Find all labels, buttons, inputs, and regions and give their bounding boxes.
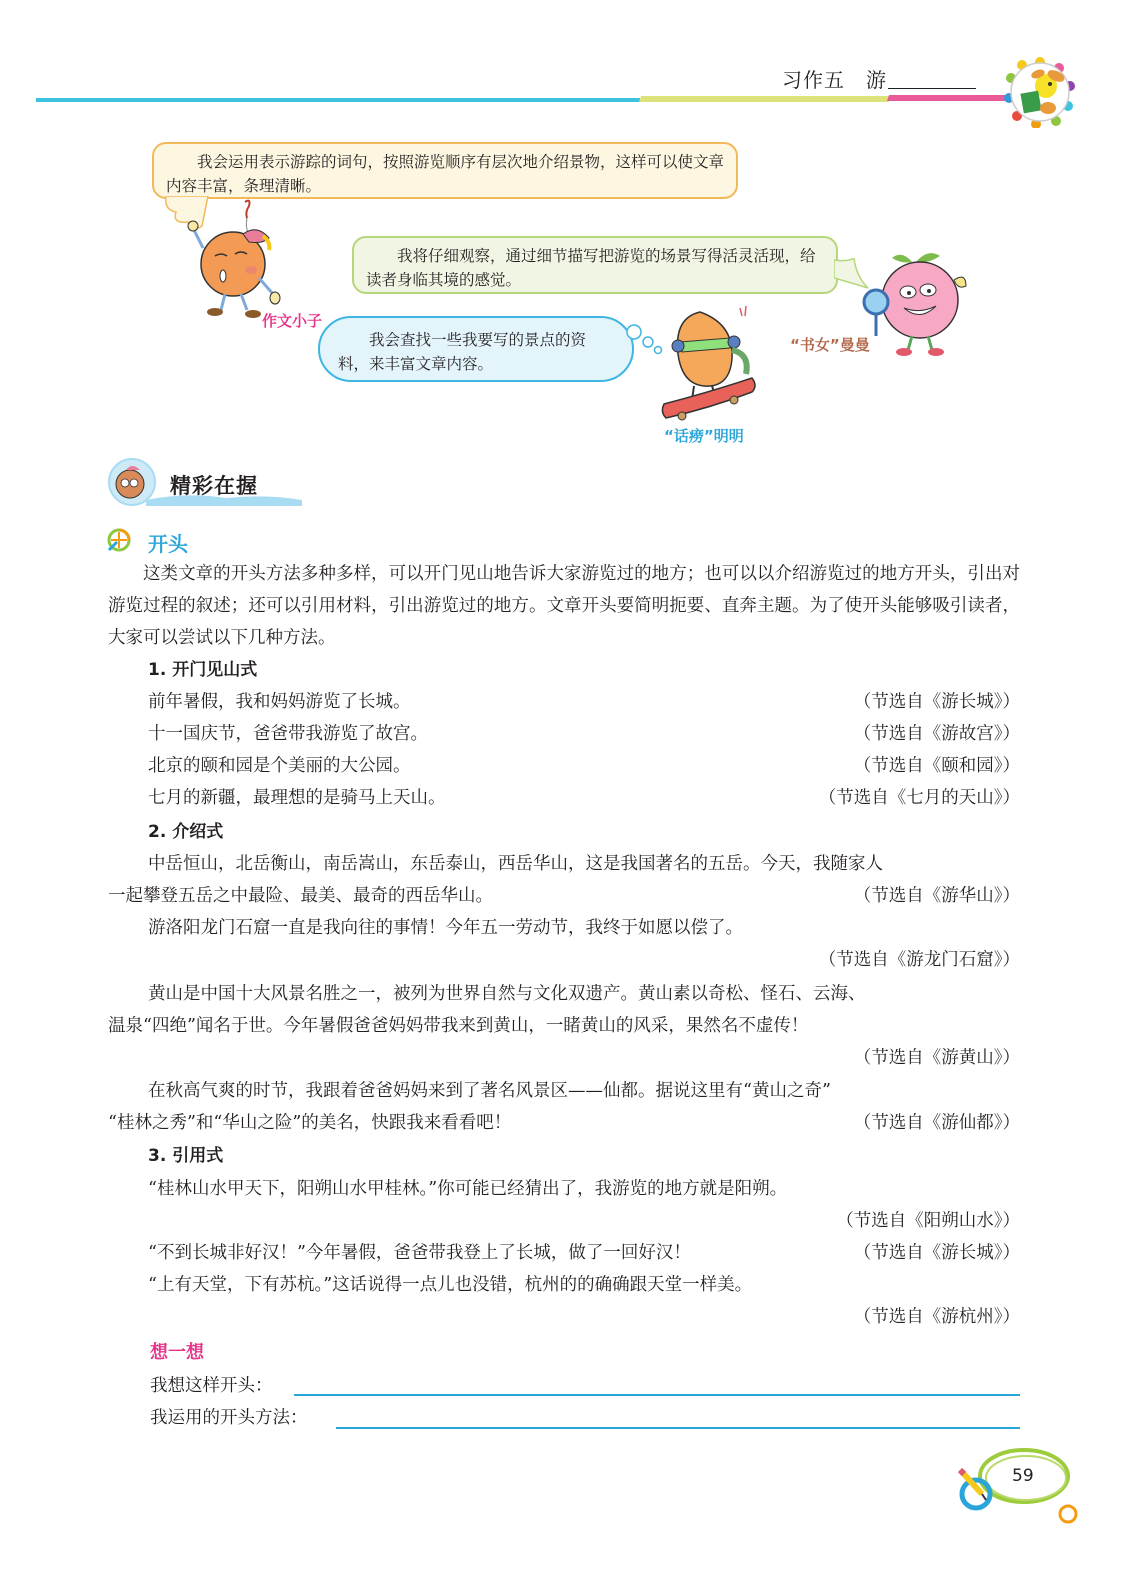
- shunv-manman-character-icon: [862, 246, 972, 358]
- example-source: （节选自《游仙都》）: [853, 1113, 1020, 1133]
- example-row: [148, 1237, 1020, 1269]
- opening-answer-line[interactable]: [294, 1394, 1020, 1396]
- speaker-label-shunv: “书女”曼曼: [790, 336, 870, 354]
- zuowen-xiaozi-character-icon: [185, 198, 295, 320]
- page-number: 59: [1012, 1466, 1034, 1486]
- example-row: [148, 944, 1020, 976]
- example-row: [148, 1042, 1020, 1074]
- thought-dots-icon: [624, 322, 664, 356]
- example-text: 十一国庆节，爸爸带我游览了故宫。: [148, 724, 428, 744]
- section-title: 精彩在握: [170, 474, 258, 498]
- example-row: [148, 686, 1020, 718]
- example-row: [148, 1301, 1020, 1333]
- prompt-row-method: [150, 1404, 308, 1432]
- example-source: （节选自《颐和园》）: [853, 756, 1020, 776]
- method-heading: 3. 引用式: [148, 1146, 224, 1166]
- think-heading: 想一想: [150, 1342, 204, 1363]
- header-rule-blue: [36, 98, 640, 102]
- example-row: [148, 750, 1020, 782]
- method-heading: 2. 介绍式: [148, 822, 224, 842]
- prompt-row-opening: [150, 1372, 273, 1400]
- speech-bubble-zuowen: [152, 142, 738, 199]
- example-line: 中岳恒山，北岳衡山，南岳嵩山，东岳泰山，西岳华山，这是我国著名的五岳。今天，我随家人: [148, 854, 883, 874]
- example-text: “桂林之秀”和“华山之险”的美名，快跟我来看看吧！: [108, 1113, 512, 1133]
- huala-mingming-character-icon: [660, 304, 760, 422]
- bubble-text: 我会运用表示游踪的词句，按照游览顺序有层次地介绍景物，这样可以使文章内容丰富，条理清晰。: [166, 153, 725, 195]
- example-source: （节选自《游龙门石窟》）: [818, 950, 1020, 970]
- prompt-label: 我想这样开头：: [150, 1376, 273, 1396]
- title-blank-line: [888, 88, 976, 89]
- example-row: [108, 880, 1020, 912]
- example-source: （节选自《游黄山》）: [853, 1048, 1020, 1068]
- example-row: [148, 718, 1020, 750]
- chapter-title: 习作五 游: [782, 68, 887, 92]
- example-row: [108, 1107, 1020, 1139]
- prompt-label: 我运用的开头方法：: [150, 1408, 308, 1428]
- method-heading: 1. 开门见山式: [148, 660, 258, 680]
- method-answer-line[interactable]: [336, 1427, 1020, 1429]
- example-source: （节选自《游华山》）: [853, 886, 1020, 906]
- example-line: “上有天堂，下有苏杭。”这话说得一点儿也没错，杭州的的确确跟天堂一样美。: [148, 1275, 753, 1295]
- speaker-label-zuowen: 作文小子: [262, 312, 323, 330]
- example-line: 温泉“四绝”闻名于世。今年暑假爸爸妈妈带我来到黄山，一睹黄山的风采，果然名不虚传！: [108, 1016, 809, 1036]
- reading-dog-badge-icon: [1004, 56, 1076, 128]
- example-source: （节选自《七月的天山》）: [818, 788, 1020, 808]
- example-source: （节选自《阳朔山水》）: [836, 1211, 1020, 1231]
- example-line: 黄山是中国十大风景名胜之一，被列为世界自然与文化双遗产。黄山素以奇松、怪石、云海、: [148, 984, 866, 1004]
- speaker-label-huala: “话痨”明明: [664, 427, 744, 445]
- bubble-text: 我会查找一些我要写的景点的资料，来丰富文章内容。: [338, 331, 587, 373]
- example-line: “桂林山水甲天下，阳朔山水甲桂林。”你可能已经猜出了，我游览的地方就是阳朔。: [148, 1179, 788, 1199]
- example-source: （节选自《游长城》）: [853, 692, 1020, 712]
- header-rule-yellow: [639, 96, 891, 102]
- example-source: （节选自《游长城》）: [853, 1243, 1020, 1263]
- example-text: 一起攀登五岳之中最险、最美、最奇的西岳华山。: [108, 886, 493, 906]
- speech-bubble-huala: [318, 316, 634, 382]
- example-row: [148, 1205, 1020, 1237]
- speech-bubble-shunv: [352, 236, 838, 294]
- compass-icon: [107, 528, 131, 552]
- example-text: 前年暑假，我和妈妈游览了长城。: [148, 692, 411, 712]
- example-source: （节选自《游杭州》）: [853, 1307, 1020, 1327]
- example-text: 七月的新疆，最理想的是骑马上天山。: [148, 788, 446, 808]
- example-text: 北京的颐和园是个美丽的大公园。: [148, 756, 411, 776]
- bubble-text: 我将仔细观察，通过细节描写把游览的场景写得活灵活现，给读者身临其境的感觉。: [366, 247, 816, 289]
- example-line: 游洛阳龙门石窟一直是我向往的事情！今年五一劳动节，我终于如愿以偿了。: [148, 918, 743, 938]
- example-source: （节选自《游故宫》）: [853, 724, 1020, 744]
- intro-paragraph: 这类文章的开头方法多种多样，可以开门见山地告诉大家游览过的地方；也可以以介绍游览过的地方开头，引出对游览过程的叙述；还可以引用材料，引出游览过的地方。文章开头要简明扼要、直奔主题。为了使开头能够吸引读者，大家可以尝试以下几种方法。: [108, 564, 1020, 648]
- example-text: “不到长城非好汉！”今年暑假，爸爸带我登上了长城，做了一回好汉！: [148, 1243, 691, 1263]
- example-row: [148, 782, 1020, 814]
- header-rule-pink: [887, 95, 1017, 101]
- example-line: 在秋高气爽的时节，我跟着爸爸妈妈来到了著名风景区——仙都。据说这里有“黄山之奇”: [148, 1081, 831, 1101]
- subsection-title: 开头: [148, 532, 188, 556]
